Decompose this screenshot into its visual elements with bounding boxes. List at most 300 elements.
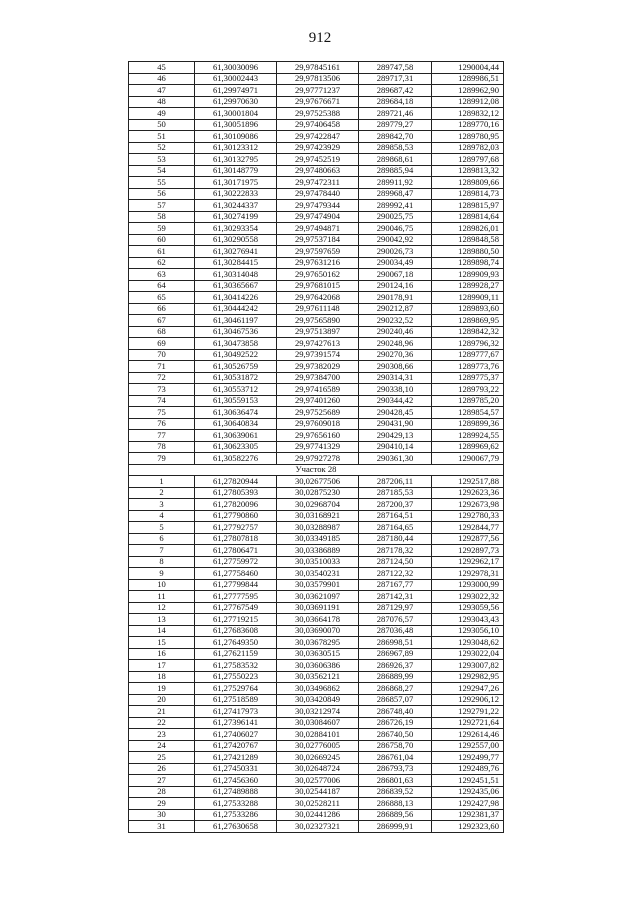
table-row [129, 223, 504, 235]
table-cell: 29,97741329 [277, 441, 359, 453]
table-row [129, 200, 504, 212]
table-cell: 21 [129, 706, 195, 718]
table-cell: 30,03690070 [277, 625, 359, 637]
table-cell: 29,97537184 [277, 234, 359, 246]
table-cell: 61,27719215 [195, 614, 277, 626]
table-cell: 1292962,17 [432, 556, 504, 568]
table-cell: 60 [129, 234, 195, 246]
table-cell: 61,27456360 [195, 775, 277, 787]
table-cell: 289747,58 [359, 62, 432, 74]
table-cell: 61,27805393 [195, 487, 277, 499]
table-cell: 29,97474904 [277, 211, 359, 223]
table-cell: 30,02884101 [277, 729, 359, 741]
section-title: Участок 28 [129, 464, 504, 476]
table-cell: 29,97382029 [277, 361, 359, 373]
table-row [129, 637, 504, 649]
table-cell: 61,30461197 [195, 315, 277, 327]
table-cell: 61,30473858 [195, 338, 277, 350]
table-cell: 5 [129, 522, 195, 534]
table-cell: 61,30636474 [195, 407, 277, 419]
table-cell: 290240,46 [359, 326, 432, 338]
table-row [129, 280, 504, 292]
table-cell: 61,30526759 [195, 361, 277, 373]
table-cell: 1292614,46 [432, 729, 504, 741]
table-cell: 286726,19 [359, 717, 432, 729]
table-cell: 61,30030096 [195, 62, 277, 74]
table-cell: 30 [129, 809, 195, 821]
table-cell: 31 [129, 821, 195, 833]
table-cell: 1289815,97 [432, 200, 504, 212]
table-cell: 61,27807818 [195, 533, 277, 545]
table-cell: 61,27683608 [195, 625, 277, 637]
page-number: 912 [308, 30, 332, 46]
table-cell: 48 [129, 96, 195, 108]
table-cell: 1289969,62 [432, 441, 504, 453]
table-cell: 61,27518589 [195, 694, 277, 706]
table-cell: 30,03540231 [277, 568, 359, 580]
table-cell: 1292499,77 [432, 752, 504, 764]
table-cell: 61,27820944 [195, 476, 277, 488]
table-cell: 29,97427613 [277, 338, 359, 350]
table-cell: 61,27417973 [195, 706, 277, 718]
table-row [129, 234, 504, 246]
table-cell: 1290067,79 [432, 453, 504, 465]
table-row [129, 499, 504, 511]
table-cell: 290042,92 [359, 234, 432, 246]
table-cell: 29,97927278 [277, 453, 359, 465]
table-cell: 1290004,44 [432, 62, 504, 74]
table-cell: 29,97813506 [277, 73, 359, 85]
table-cell: 1289869,95 [432, 315, 504, 327]
table-cell: 1289912,08 [432, 96, 504, 108]
table-cell: 1293043,43 [432, 614, 504, 626]
table-cell: 61,30244337 [195, 200, 277, 212]
table-cell: 63 [129, 269, 195, 281]
table-cell: 1289782,03 [432, 142, 504, 154]
table-cell: 289684,18 [359, 96, 432, 108]
table-cell: 1292557,00 [432, 740, 504, 752]
table-cell: 29,97401260 [277, 395, 359, 407]
table-cell: 30,03349185 [277, 533, 359, 545]
table-cell: 1292489,76 [432, 763, 504, 775]
table-row [129, 62, 504, 74]
table-cell: 61,27790860 [195, 510, 277, 522]
table-cell: 286999,91 [359, 821, 432, 833]
table-cell: 29,97422847 [277, 131, 359, 143]
table-cell: 29,97452519 [277, 154, 359, 166]
table-cell: 61,30132795 [195, 154, 277, 166]
table-cell: 30,03579901 [277, 579, 359, 591]
table-cell: 61,27420767 [195, 740, 277, 752]
table-cell: 286793,73 [359, 763, 432, 775]
table-cell: 287180,44 [359, 533, 432, 545]
table-cell: 1292897,73 [432, 545, 504, 557]
table-row [129, 821, 504, 833]
table-cell: 61,27489888 [195, 786, 277, 798]
table-cell: 1293048,62 [432, 637, 504, 649]
table-cell: 61,27550223 [195, 671, 277, 683]
table-row [129, 453, 504, 465]
table-row [129, 96, 504, 108]
table-cell: 286857,07 [359, 694, 432, 706]
table-cell: 1292906,12 [432, 694, 504, 706]
table-row [129, 418, 504, 430]
table-cell: 53 [129, 154, 195, 166]
table-cell: 30,02968704 [277, 499, 359, 511]
table-cell: 30,03168921 [277, 510, 359, 522]
table-cell: 30,03678295 [277, 637, 359, 649]
table-cell: 69 [129, 338, 195, 350]
table-cell: 29,97642068 [277, 292, 359, 304]
table-cell: 68 [129, 326, 195, 338]
table-cell: 61,30640834 [195, 418, 277, 430]
table-cell: 290178,91 [359, 292, 432, 304]
table-row [129, 729, 504, 741]
table-cell: 22 [129, 717, 195, 729]
table-row [129, 395, 504, 407]
table-cell: 29,97479344 [277, 200, 359, 212]
table-cell: 1289777,67 [432, 349, 504, 361]
table-cell: 1292623,36 [432, 487, 504, 499]
table-row [129, 706, 504, 718]
table-cell: 58 [129, 211, 195, 223]
table-row [129, 292, 504, 304]
table-cell: 286868,27 [359, 683, 432, 695]
table-cell: 1289893,60 [432, 303, 504, 315]
table-cell: 29,97650162 [277, 269, 359, 281]
table-cell: 1293000,99 [432, 579, 504, 591]
table-cell: 1293007,82 [432, 660, 504, 672]
table-cell: 61,30314048 [195, 269, 277, 281]
table-cell: 16 [129, 648, 195, 660]
table-row [129, 476, 504, 488]
table-cell: 1289909,93 [432, 269, 504, 281]
table-row [129, 131, 504, 143]
table-row [129, 338, 504, 350]
table-cell: 61,30274199 [195, 211, 277, 223]
table-cell: 29,97406458 [277, 119, 359, 131]
table-cell: 29,97384700 [277, 372, 359, 384]
table-cell: 61,30582276 [195, 453, 277, 465]
table-cell: 61,27621159 [195, 648, 277, 660]
table-cell: 20 [129, 694, 195, 706]
table-cell: 287200,37 [359, 499, 432, 511]
table-cell: 61,27767549 [195, 602, 277, 614]
table-cell: 1292844,77 [432, 522, 504, 534]
table-cell: 1289842,32 [432, 326, 504, 338]
table-cell: 66 [129, 303, 195, 315]
table-row [129, 188, 504, 200]
table-cell: 30,03212974 [277, 706, 359, 718]
table-cell: 1 [129, 476, 195, 488]
table-cell: 1293056,10 [432, 625, 504, 637]
table-cell: 17 [129, 660, 195, 672]
table-cell: 29,97525689 [277, 407, 359, 419]
table-row [129, 372, 504, 384]
table-cell: 74 [129, 395, 195, 407]
table-cell: 1289832,12 [432, 108, 504, 120]
table-cell: 61,27777595 [195, 591, 277, 603]
table-cell: 30,02441286 [277, 809, 359, 821]
table-cell: 287185,53 [359, 487, 432, 499]
table-cell: 30,03691191 [277, 602, 359, 614]
table-cell: 19 [129, 683, 195, 695]
table-row [129, 257, 504, 269]
table-cell: 1289962,90 [432, 85, 504, 97]
table-row [129, 487, 504, 499]
table-row [129, 683, 504, 695]
table-cell: 61,29974971 [195, 85, 277, 97]
table-cell: 29,97771237 [277, 85, 359, 97]
table-cell: 61,27820096 [195, 499, 277, 511]
table-row [129, 533, 504, 545]
table-cell: 29,97513897 [277, 326, 359, 338]
table-row [129, 119, 504, 131]
table-cell: 29,97597659 [277, 246, 359, 258]
table-row [129, 625, 504, 637]
table-cell: 75 [129, 407, 195, 419]
table-cell: 61,30171975 [195, 177, 277, 189]
table-row [129, 315, 504, 327]
table-cell: 55 [129, 177, 195, 189]
table-cell: 79 [129, 453, 195, 465]
table-row [129, 349, 504, 361]
table-row [129, 108, 504, 120]
table-cell: 14 [129, 625, 195, 637]
table-cell: 30,03084607 [277, 717, 359, 729]
table-cell: 290344,42 [359, 395, 432, 407]
table-cell: 1292947,26 [432, 683, 504, 695]
table-cell: 289858,53 [359, 142, 432, 154]
table-cell: 289779,27 [359, 119, 432, 131]
table-cell: 29,97525388 [277, 108, 359, 120]
table-cell: 30,02677506 [277, 476, 359, 488]
table-cell: 73 [129, 384, 195, 396]
table-cell: 1292451,51 [432, 775, 504, 787]
table-cell: 29,97423929 [277, 142, 359, 154]
table-cell: 1289880,50 [432, 246, 504, 258]
table-cell: 1289780,95 [432, 131, 504, 143]
table-cell: 56 [129, 188, 195, 200]
table-cell: 30,02544187 [277, 786, 359, 798]
table-row [129, 522, 504, 534]
table-cell: 30,02875230 [277, 487, 359, 499]
table-cell: 289868,61 [359, 154, 432, 166]
table-row [129, 269, 504, 281]
table-cell: 287206,11 [359, 476, 432, 488]
table-cell: 47 [129, 85, 195, 97]
table-cell: 29,97609018 [277, 418, 359, 430]
table-cell: 46 [129, 73, 195, 85]
table-cell: 1292791,22 [432, 706, 504, 718]
table-cell: 54 [129, 165, 195, 177]
table-cell: 61,30276941 [195, 246, 277, 258]
table-cell: 61,27806471 [195, 545, 277, 557]
table-cell: 29 [129, 798, 195, 810]
table-row [129, 441, 504, 453]
table-cell: 49 [129, 108, 195, 120]
table-cell: 286740,50 [359, 729, 432, 741]
table-row [129, 73, 504, 85]
table-cell: 76 [129, 418, 195, 430]
table-cell: 10 [129, 579, 195, 591]
table-cell: 1289809,66 [432, 177, 504, 189]
table-cell: 45 [129, 62, 195, 74]
table-cell: 15 [129, 637, 195, 649]
table-cell: 61,27396141 [195, 717, 277, 729]
table-cell: 1292517,88 [432, 476, 504, 488]
table-cell: 61,30553712 [195, 384, 277, 396]
table-cell: 290232,52 [359, 315, 432, 327]
table-cell: 289968,47 [359, 188, 432, 200]
table-cell: 290431,90 [359, 418, 432, 430]
table-cell: 61,30148779 [195, 165, 277, 177]
table-cell: 286889,56 [359, 809, 432, 821]
table-row [129, 717, 504, 729]
table-cell: 61,30109086 [195, 131, 277, 143]
table-cell: 287124,50 [359, 556, 432, 568]
table-cell: 61,30123312 [195, 142, 277, 154]
table-cell: 289992,41 [359, 200, 432, 212]
table-cell: 61,27758460 [195, 568, 277, 580]
table-cell: 290212,87 [359, 303, 432, 315]
table-row [129, 694, 504, 706]
table-cell: 30,03510033 [277, 556, 359, 568]
table-cell: 1289793,22 [432, 384, 504, 396]
table-cell: 1292780,33 [432, 510, 504, 522]
table-row [129, 809, 504, 821]
coordinates-table [128, 61, 504, 833]
table-cell: 1289928,27 [432, 280, 504, 292]
table-cell: 1289797,68 [432, 154, 504, 166]
table-cell: 1289826,01 [432, 223, 504, 235]
table-cell: 286967,89 [359, 648, 432, 660]
table-row [129, 165, 504, 177]
table-cell: 23 [129, 729, 195, 741]
table-cell: 1293059,56 [432, 602, 504, 614]
table-cell: 61,29970630 [195, 96, 277, 108]
table-cell: 289721,46 [359, 108, 432, 120]
table-row [129, 556, 504, 568]
table-cell: 1289796,32 [432, 338, 504, 350]
table-cell: 30,03386889 [277, 545, 359, 557]
table-cell: 59 [129, 223, 195, 235]
table-row [129, 614, 504, 626]
table-cell: 290429,13 [359, 430, 432, 442]
table-cell: 61,30051896 [195, 119, 277, 131]
table-cell: 30,03664178 [277, 614, 359, 626]
table-cell: 1289854,57 [432, 407, 504, 419]
table-row [129, 211, 504, 223]
table-cell: 18 [129, 671, 195, 683]
table-cell: 1289848,58 [432, 234, 504, 246]
table-cell: 27 [129, 775, 195, 787]
table-row [129, 648, 504, 660]
table-cell: 28 [129, 786, 195, 798]
table-cell: 290308,66 [359, 361, 432, 373]
table-cell: 290410,14 [359, 441, 432, 453]
table-cell: 61,27529764 [195, 683, 277, 695]
table-cell: 30,02648724 [277, 763, 359, 775]
table-row [129, 568, 504, 580]
table-cell: 290046,75 [359, 223, 432, 235]
table-cell: 1292721,64 [432, 717, 504, 729]
table-cell: 30,03606386 [277, 660, 359, 672]
table-cell: 78 [129, 441, 195, 453]
table-cell: 30,02776005 [277, 740, 359, 752]
table-cell: 286888,13 [359, 798, 432, 810]
table-cell: 287122,32 [359, 568, 432, 580]
table-cell: 29,97676671 [277, 96, 359, 108]
table-cell: 61,30467536 [195, 326, 277, 338]
table-cell: 30,02528211 [277, 798, 359, 810]
table-cell: 61,27630658 [195, 821, 277, 833]
table-cell: 52 [129, 142, 195, 154]
table-cell: 1292427,98 [432, 798, 504, 810]
table-cell: 61,30639061 [195, 430, 277, 442]
table-cell: 29,97391574 [277, 349, 359, 361]
table-cell: 61,27421289 [195, 752, 277, 764]
table-cell: 61,27649350 [195, 637, 277, 649]
table-row [129, 786, 504, 798]
table-cell: 71 [129, 361, 195, 373]
table-cell: 61,27583532 [195, 660, 277, 672]
table-cell: 8 [129, 556, 195, 568]
table-cell: 290124,16 [359, 280, 432, 292]
table-cell: 290034,49 [359, 257, 432, 269]
table-cell: 61,27759972 [195, 556, 277, 568]
table-cell: 287164,51 [359, 510, 432, 522]
table-cell: 1289814,64 [432, 211, 504, 223]
table-row [129, 775, 504, 787]
table-cell: 1292877,56 [432, 533, 504, 545]
table-row [129, 177, 504, 189]
table-cell: 1292673,98 [432, 499, 504, 511]
table-cell: 61,30492522 [195, 349, 277, 361]
table-row [129, 579, 504, 591]
table-cell: 29,97472311 [277, 177, 359, 189]
table-cell: 30,03496862 [277, 683, 359, 695]
table-row [129, 384, 504, 396]
table-cell: 287129,97 [359, 602, 432, 614]
table-cell: 1289898,74 [432, 257, 504, 269]
table-cell: 290067,18 [359, 269, 432, 281]
table-row [129, 142, 504, 154]
table-cell: 286926,37 [359, 660, 432, 672]
table-row [129, 602, 504, 614]
table-cell: 287178,32 [359, 545, 432, 557]
table-row [129, 154, 504, 166]
table-row [129, 326, 504, 338]
table-cell: 286801,63 [359, 775, 432, 787]
table-cell: 1292978,31 [432, 568, 504, 580]
table-cell: 29,97416589 [277, 384, 359, 396]
table-cell: 1293022,32 [432, 591, 504, 603]
table-cell: 286748,40 [359, 706, 432, 718]
table-cell: 290270,36 [359, 349, 432, 361]
table-cell: 65 [129, 292, 195, 304]
table-cell: 70 [129, 349, 195, 361]
table-row [129, 361, 504, 373]
table-cell: 57 [129, 200, 195, 212]
table-cell: 29,97845161 [277, 62, 359, 74]
table-cell: 29,97565890 [277, 315, 359, 327]
table-cell: 29,97478440 [277, 188, 359, 200]
table-cell: 1289899,36 [432, 418, 504, 430]
table-cell: 29,97611148 [277, 303, 359, 315]
table-cell: 61,30623305 [195, 441, 277, 453]
table-cell: 286998,51 [359, 637, 432, 649]
